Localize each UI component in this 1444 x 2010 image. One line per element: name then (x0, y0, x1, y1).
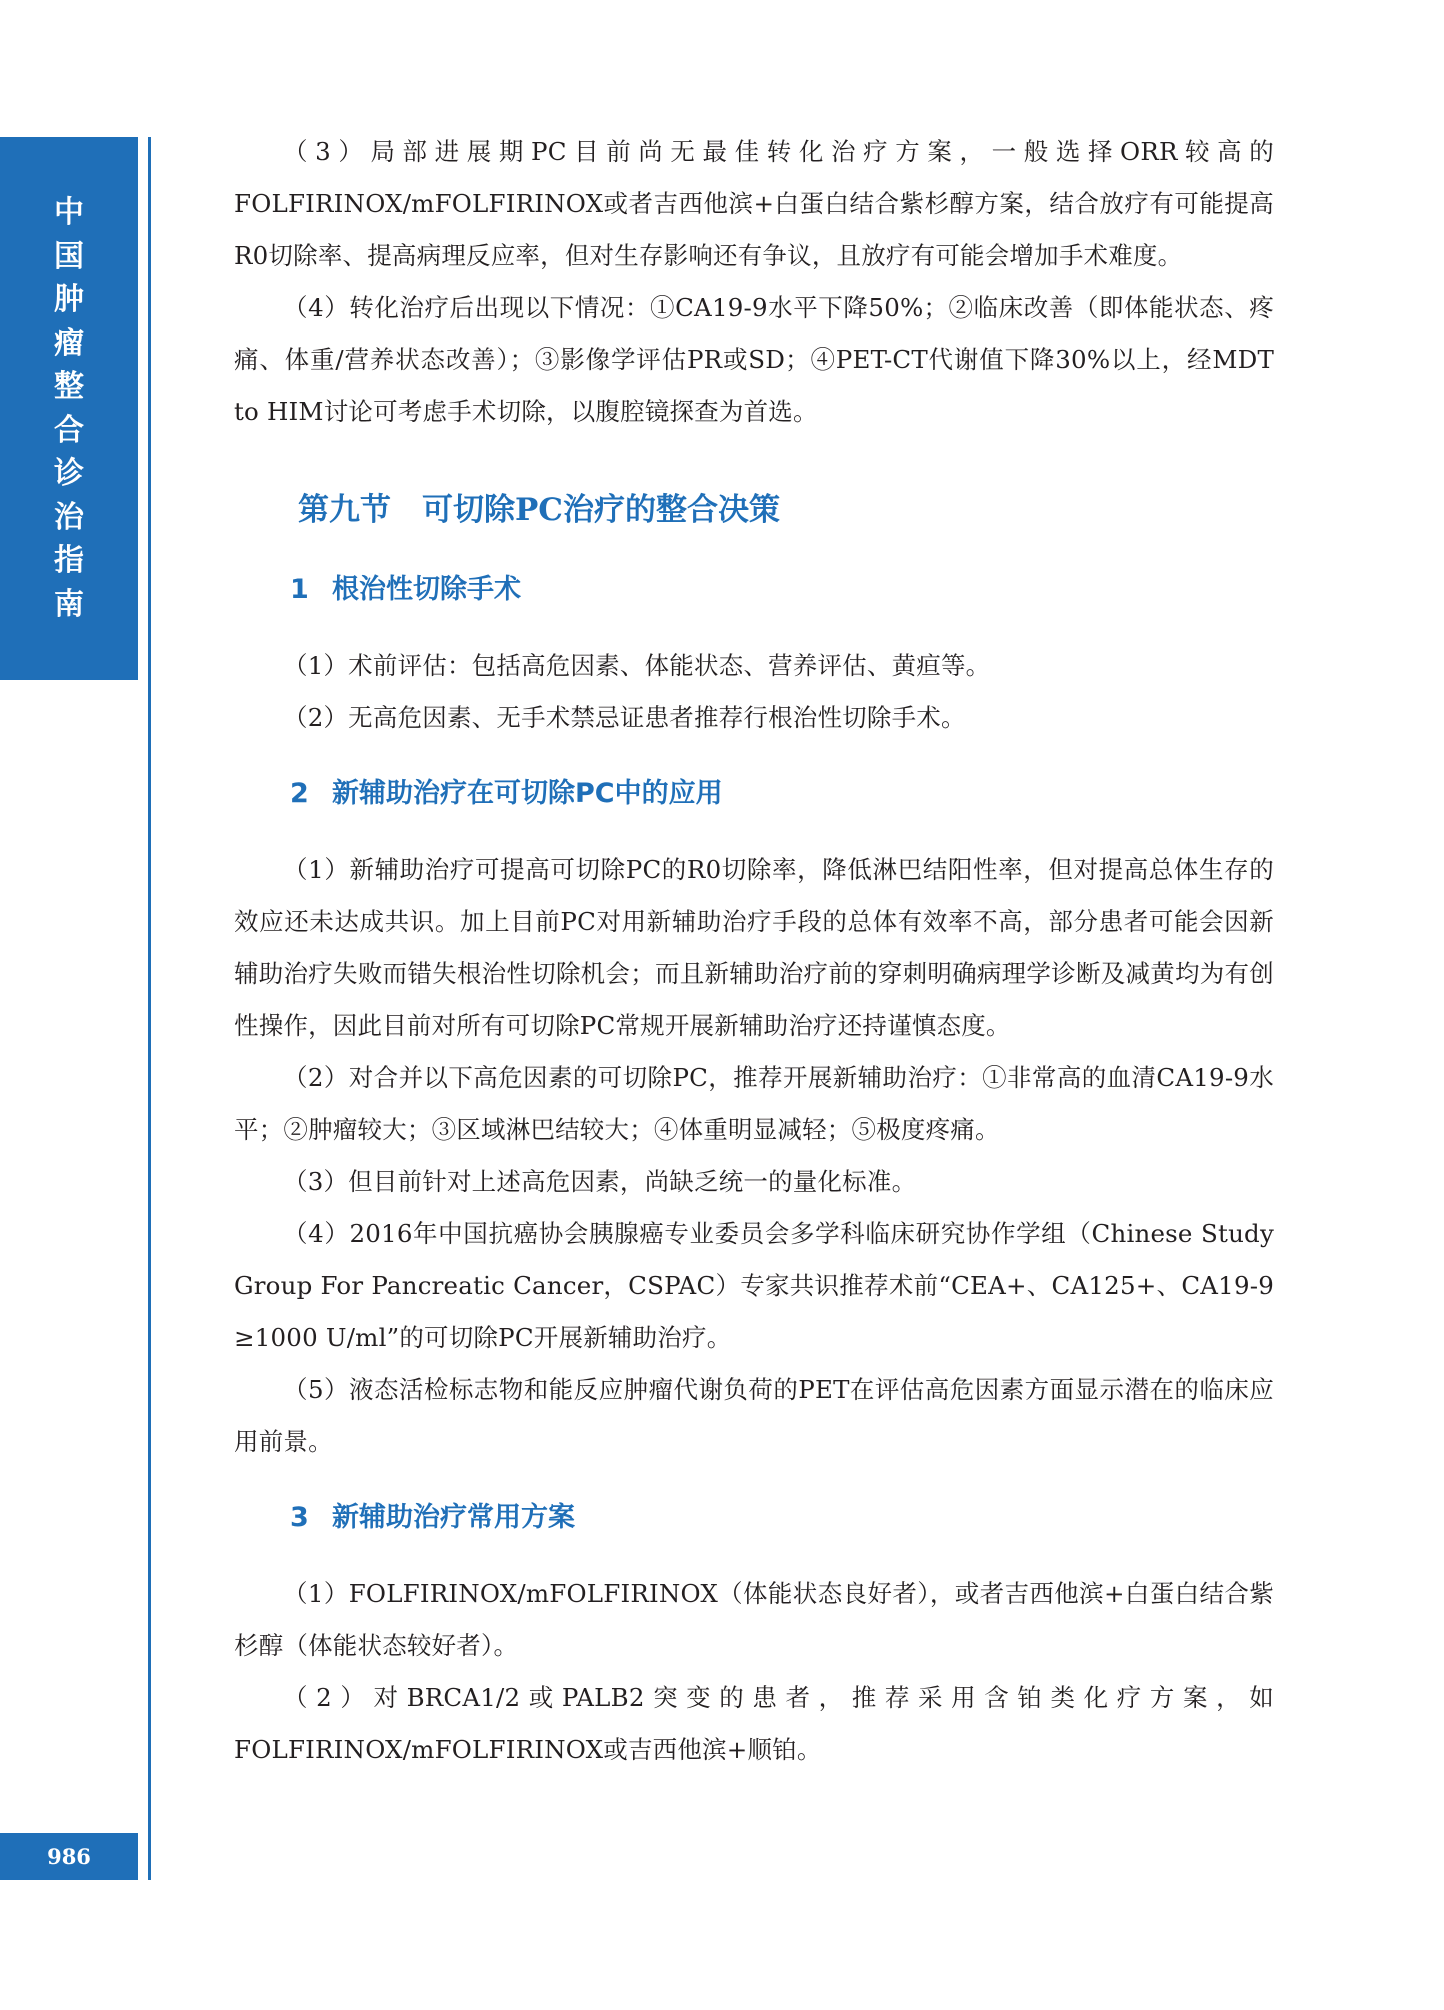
book-title-char: 国 (54, 238, 84, 274)
body-paragraph: （2）对合并以下高危因素的可切除PC，推荐开展新辅助治疗：①非常高的血清CA19-9水平；②肿瘤较大；③区域淋巴结较大；④体重明显减轻；⑤极度疼痛。 (234, 1063, 1274, 1144)
body-paragraph: （3）但目前针对上述高危因素，尚缺乏统一的量化标准。 (283, 1167, 917, 1196)
body-paragraph: （2）对BRCA1/2或PALB2突变的患者，推荐采用含铂类化疗方案，如FOLFIRINOX/mFOLFIRINOX或吉西他滨+顺铂。 (234, 1683, 1274, 1764)
section-title: 第九节 可切除PC治疗的整合决策 (298, 492, 780, 528)
subsection-number: 2 (290, 778, 309, 809)
subsection-heading (234, 564, 1274, 616)
body-paragraph: （2）无高危因素、无手术禁忌证患者推荐行根治性切除手术。 (283, 703, 966, 732)
book-title-char: 治 (54, 499, 84, 535)
book-title-char: 合 (54, 412, 84, 448)
book-title-char: 整 (54, 369, 84, 404)
body-paragraph: （1）新辅助治疗可提高可切除PC的R0切除率，降低淋巴结阳性率，但对提高总体生存的效应还未达成共识。加上目前PC对用新辅助治疗手段的总体有效率不高，部分患者可能会因新辅助治疗失败而错失根治性切除机会；而且新辅助治疗前的穿刺明确病理学诊断及减黄均为有创性操作，因此目前对所有可切除PC常规开展新辅助治疗还持谨慎态度。 (234, 855, 1274, 1040)
book-title-char: 诊 (54, 456, 84, 491)
book-title-tab (0, 137, 138, 680)
book-title-char: 指 (54, 543, 84, 578)
book-title-char: 中 (54, 195, 84, 230)
book-title-char: 瘤 (54, 325, 84, 361)
body-paragraph: （5）液态活检标志物和能反应肿瘤代谢负荷的PET在评估高危因素方面显示潜在的临床应用前景。 (234, 1375, 1274, 1456)
subsection-heading (234, 1492, 1274, 1544)
body-paragraph: （4）2016年中国抗癌协会胰腺癌专业委员会多学科临床研究协作学组（Chinese Study Group For Pancreatic Cancer，CSPAC）专家共识推荐术前“CEA+、CA125+、CA19-9 ≥1000 U/ml”的可切除PC开展新辅助治疗。 (234, 1219, 1274, 1352)
body-paragraph: （1）FOLFIRINOX/mFOLFIRINOX（体能状态良好者），或者吉西他滨+白蛋白结合紫杉醇（体能状态较好者）。 (234, 1579, 1274, 1660)
subsection-heading (234, 768, 1274, 820)
body-paragraph: （3）局部进展期PC目前尚无最佳转化治疗方案，一般选择ORR较高的FOLFIRINOX/mFOLFIRINOX或者吉西他滨+白蛋白结合紫杉醇方案，结合放疗有可能提高R0切除率、提高病理反应率，但对生存影响还有争议，且放疗有可能会增加手术难度。 (234, 137, 1274, 270)
subsection-number: 1 (290, 574, 309, 605)
body-paragraph: （1）术前评估：包括高危因素、体能状态、营养评估、黄疸等。 (283, 651, 991, 680)
body-paragraph: （4）转化治疗后出现以下情况：①CA19-9水平下降50%；②临床改善（即体能状态、疼痛、体重/营养状态改善）；③影像学评估PR或SD；④PET-CT代谢值下降30%以上，经MDT to HIM讨论可考虑手术切除，以腹腔镜探查为首选。 (234, 293, 1274, 426)
subsection-number: 3 (290, 1502, 309, 1533)
book-title-char: 肿 (54, 282, 84, 317)
subsection-title: 根治性切除手术 (332, 574, 521, 605)
page-body (234, 126, 1274, 1776)
subsection-title: 新辅助治疗在可切除PC中的应用 (332, 778, 723, 809)
subsection-title: 新辅助治疗常用方案 (332, 1502, 575, 1533)
page-number: 986 (0, 1833, 138, 1880)
margin-rule (148, 137, 151, 1880)
book-title-char: 南 (54, 586, 84, 622)
